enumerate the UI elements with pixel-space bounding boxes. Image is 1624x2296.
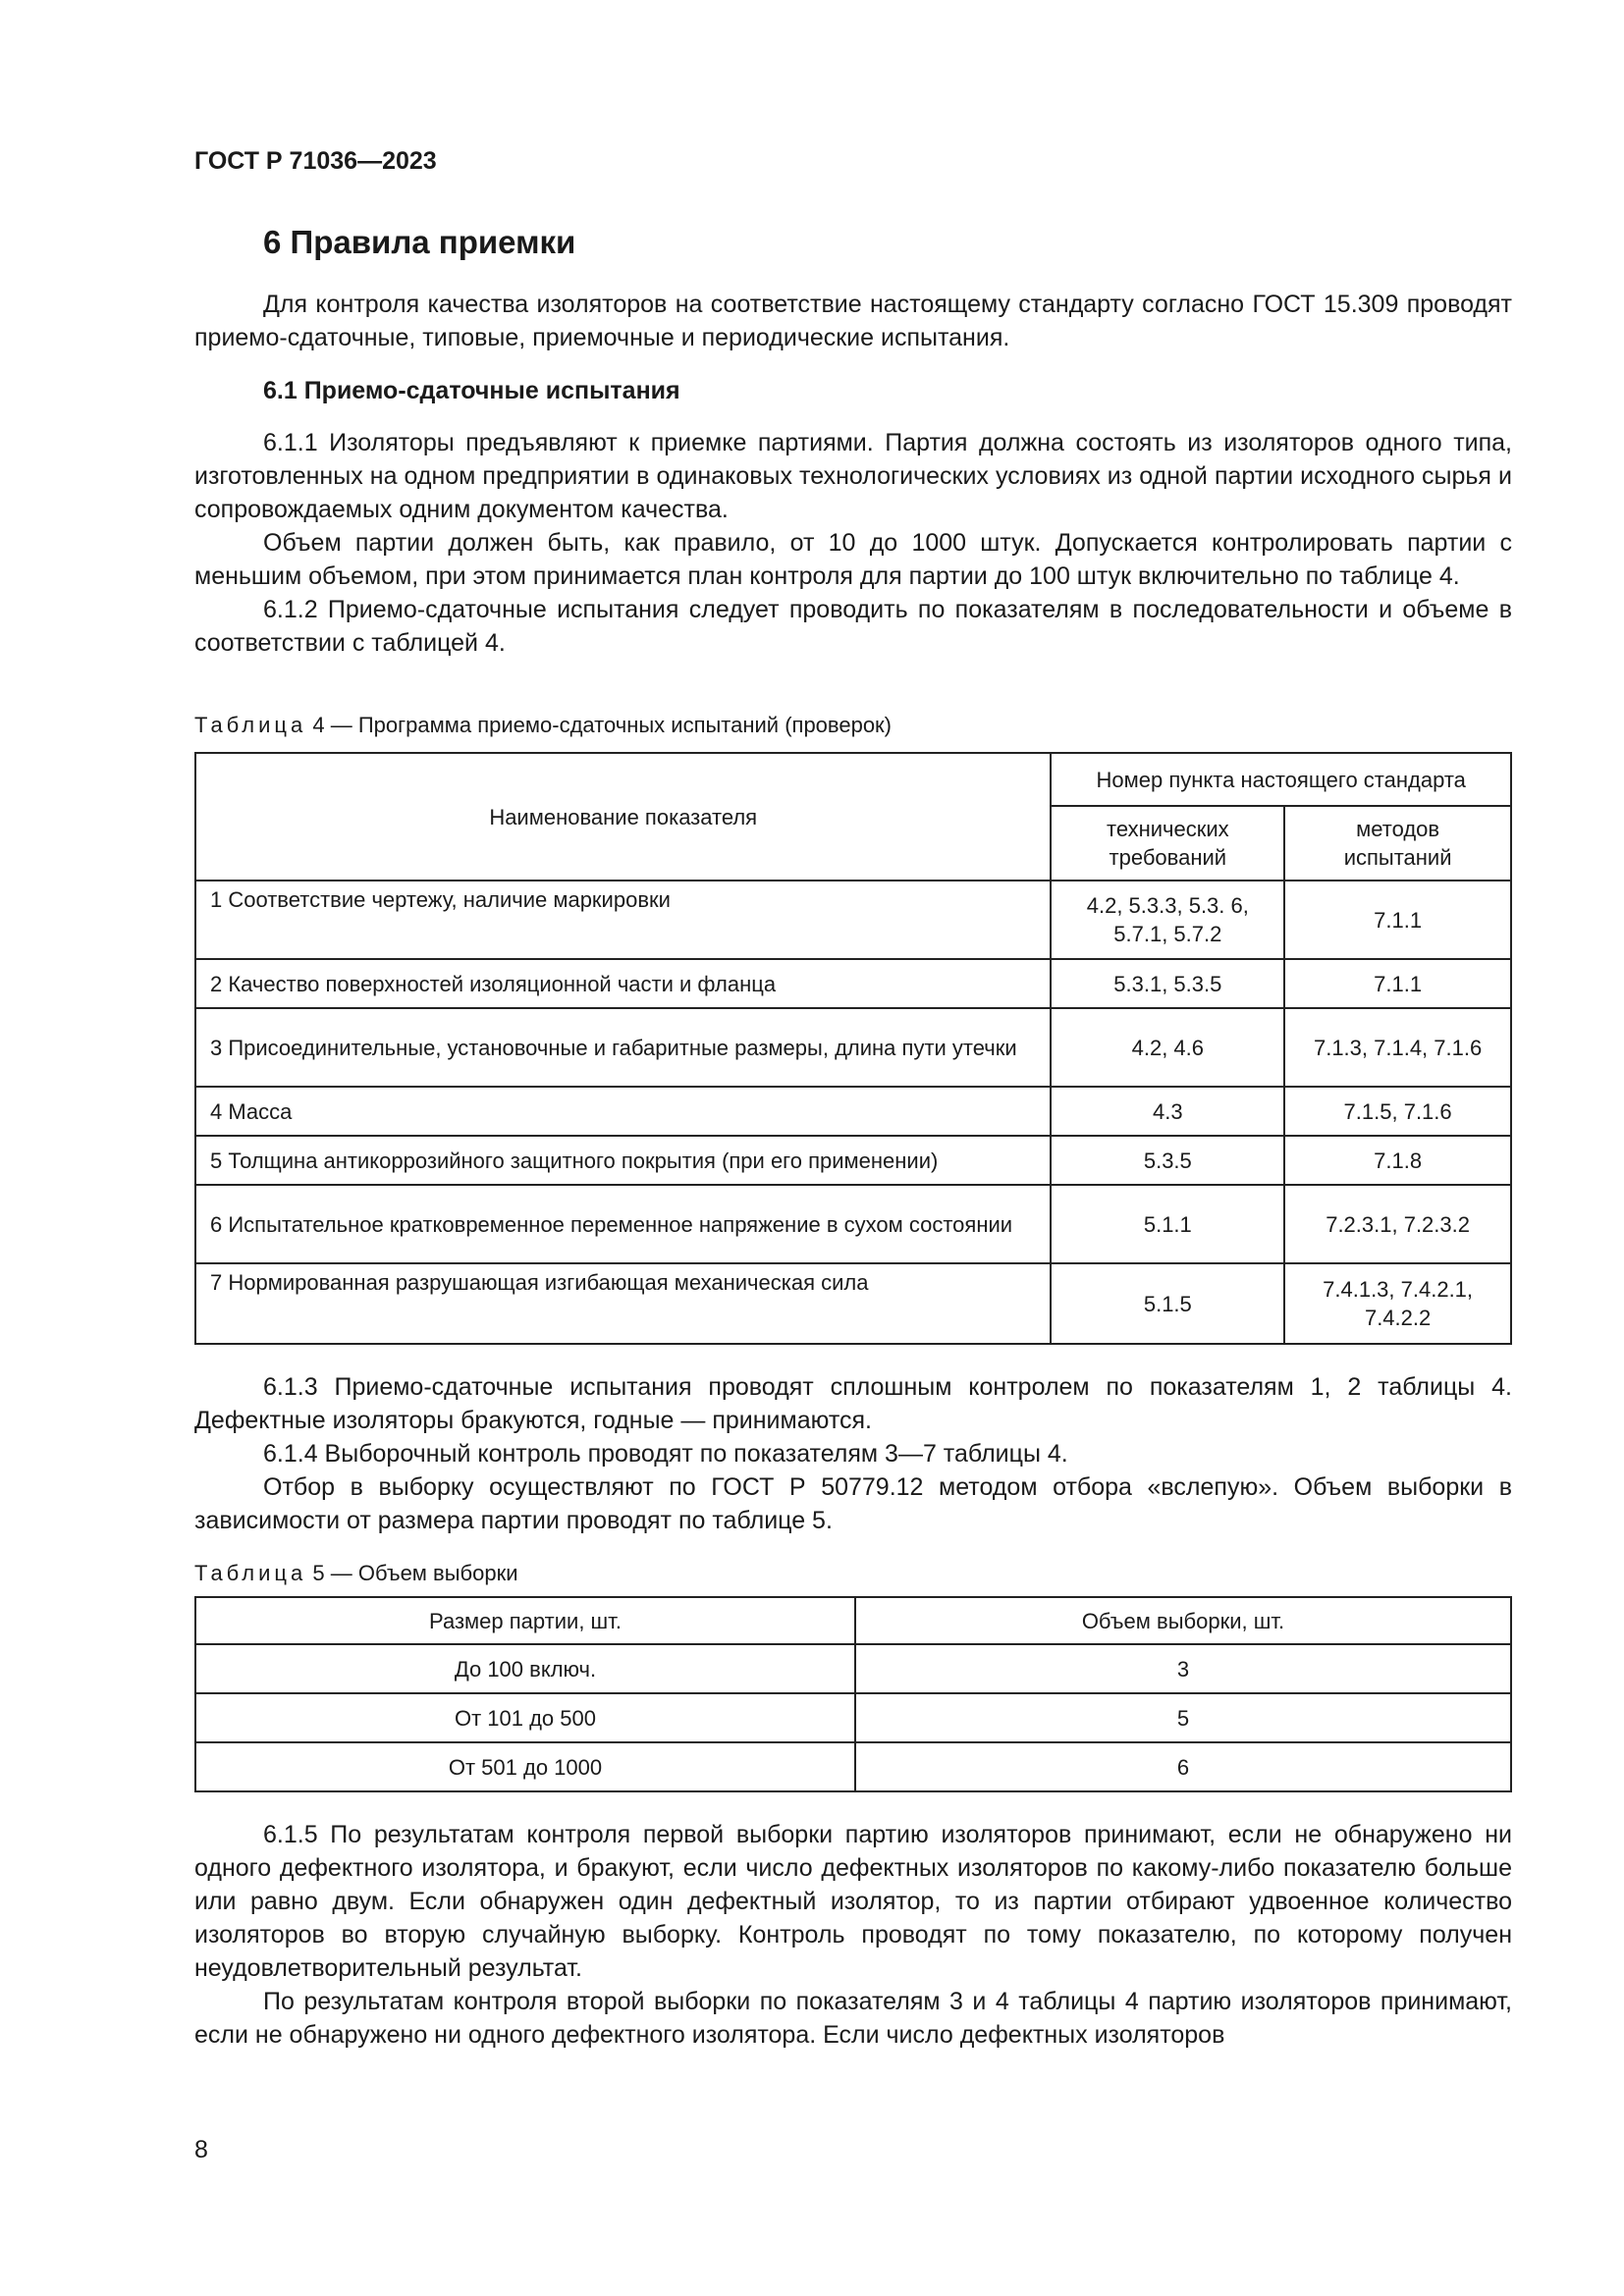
clause-6-1-1 [194,426,1512,660]
paragraph-6-1-3: 6.1.3 Приемо-сдаточные испытания проводят сплошным контролем по показателям 1, 2 таблицы 4. Дефектные изоляторы бракуются, годные — принимаются. [194,1373,1512,1434]
header-tech-requirements: технических требований [1051,806,1284,881]
header-clause-number: Номер пункта настоящего стандарта [1051,753,1511,806]
tech-requirements-clause: 5.1.5 [1051,1263,1284,1344]
table-4-header-row [195,753,1511,806]
table-5-header-row [195,1597,1511,1644]
test-methods-clause: 7.1.1 [1284,881,1511,959]
indicator-name: 7 Нормированная разрушающая изгибающая механическая сила [195,1263,1051,1344]
paragraph-6-1-5: 6.1.5 По результатам контроля первой выборки партию изоляторов принимают, если не обнаружено ни одного дефектного изолятора, и бракуют, если число дефектных изоляторов по какому-либо показателю больше или равно двум. Если обнаружен один дефектный изолятор, то из партии отбирают удвоенное количество изоляторов во вторую случайную выборку. Контроль проводят по тому показателю, по которому получен неудовлетворительный результат. [194,1821,1512,1982]
tech-requirements-clause: 4.3 [1051,1087,1284,1136]
clauses-6-1-3-to-6-1-4 [194,1370,1512,1537]
tech-requirements-clause: 4.2, 5.3.3, 5.3. 6, 5.7.1, 5.7.2 [1051,881,1284,959]
header-sample-size: Объем выборки, шт. [855,1597,1511,1644]
test-methods-clause: 7.1.3, 7.1.4, 7.1.6 [1284,1008,1511,1087]
table-row [195,1136,1511,1185]
table-row [195,1263,1511,1344]
sample-size: 3 [855,1644,1511,1693]
indicator-name: 4 Масса [195,1087,1051,1136]
tech-requirements-clause: 5.3.5 [1051,1136,1284,1185]
indicator-name: 1 Соответствие чертежу, наличие маркировки [195,881,1051,959]
paragraph-6-1-5-second-sample: По результатам контроля второй выборки по показателям 3 и 4 таблицы 4 партию изоляторов принимают, если не обнаружено ни одного дефектного изолятора. Если число дефектных изоляторов [194,1988,1512,2049]
section-title: 6 Правила приемки [263,224,576,260]
table-row [195,1008,1511,1087]
paragraph-6-1-2: 6.1.2 Приемо-сдаточные испытания следует проводить по показателям в последовательности и объеме в соответствии с таблицей 4. [194,596,1512,657]
table-5-caption [194,1561,1512,1586]
sample-size: 5 [855,1693,1511,1742]
subsection-title: 6.1 Приемо-сдаточные испытания [263,377,680,404]
indicator-name: 3 Присоединительные, установочные и габаритные размеры, длина пути утечки [195,1008,1051,1087]
test-methods-clause: 7.4.1.3, 7.4.2.1, 7.4.2.2 [1284,1263,1511,1344]
test-methods-clause: 7.1.1 [1284,959,1511,1008]
paragraph-6-1-4-sampling: Отбор в выборку осуществляют по ГОСТ Р 50779.12 методом отбора «вслепую». Объем выборки в зависимости от размера партии проводят по таблице 5. [194,1473,1512,1534]
table-4-caption-word: Таблица [194,713,307,737]
table-row [195,1644,1511,1693]
indicator-name: 6 Испытательное кратковременное переменное напряжение в сухом состоянии [195,1185,1051,1263]
test-methods-clause: 7.2.3.1, 7.2.3.2 [1284,1185,1511,1263]
header-indicator-name: Наименование показателя [195,753,1051,881]
document-header: ГОСТ Р 71036—2023 [194,147,437,175]
table-row [195,1742,1511,1791]
tech-requirements-clause: 4.2, 4.6 [1051,1008,1284,1087]
header-test-methods: методов испытаний [1284,806,1511,881]
paragraph-6-1-4: 6.1.4 Выборочный контроль проводят по показателям 3—7 таблицы 4. [263,1440,1068,1468]
table-4-caption [194,713,1512,738]
sample-size: 6 [855,1742,1511,1791]
clause-6-1-5 [194,1818,1512,2052]
paragraph-intro: Для контроля качества изоляторов на соответствие настоящему стандарту согласно ГОСТ 15.309 проводят приемо-сдаточные, типовые, приемочные и периодические испытания. [194,291,1512,351]
table-row [195,881,1511,959]
paragraph-6-1-1-lot: Объем партии должен быть, как правило, от 10 до 1000 штук. Допускается контролировать партии с меньшим объемом, при этом принимается план контроля для партии до 100 штук включительно по таблице 4. [194,529,1512,590]
lot-size: До 100 включ. [195,1644,855,1693]
test-methods-clause: 7.1.5, 7.1.6 [1284,1087,1511,1136]
lot-size: От 101 до 500 [195,1693,855,1742]
page-number: 8 [194,2136,208,2163]
table-5 [194,1596,1512,1792]
table-row [195,1693,1511,1742]
paragraph-6-1-1: 6.1.1 Изоляторы предъявляют к приемке партиями. Партия должна состоять из изоляторов одного типа, изготовленных на одном предприятии в одинаковых технологических условиях из одной партии исходного сырья и сопровождаемых одним документом качества. [194,429,1512,523]
table-5-caption-word: Таблица [194,1561,307,1585]
indicator-name: 5 Толщина антикоррозийного защитного покрытия (при его применении) [195,1136,1051,1185]
table-row [195,959,1511,1008]
table-5-caption-text: 5 — Объем выборки [306,1561,518,1585]
table-4-caption-text: 4 — Программа приемо-сдаточных испытаний (проверок) [306,713,893,737]
tech-requirements-clause: 5.1.1 [1051,1185,1284,1263]
test-methods-clause: 7.1.8 [1284,1136,1511,1185]
header-lot-size: Размер партии, шт. [195,1597,855,1644]
lot-size: От 501 до 1000 [195,1742,855,1791]
table-row [195,1087,1511,1136]
indicator-name: 2 Качество поверхностей изоляционной части и фланца [195,959,1051,1008]
table-4 [194,752,1512,1345]
table-row [195,1185,1511,1263]
intro-paragraph [194,288,1512,354]
tech-requirements-clause: 5.3.1, 5.3.5 [1051,959,1284,1008]
